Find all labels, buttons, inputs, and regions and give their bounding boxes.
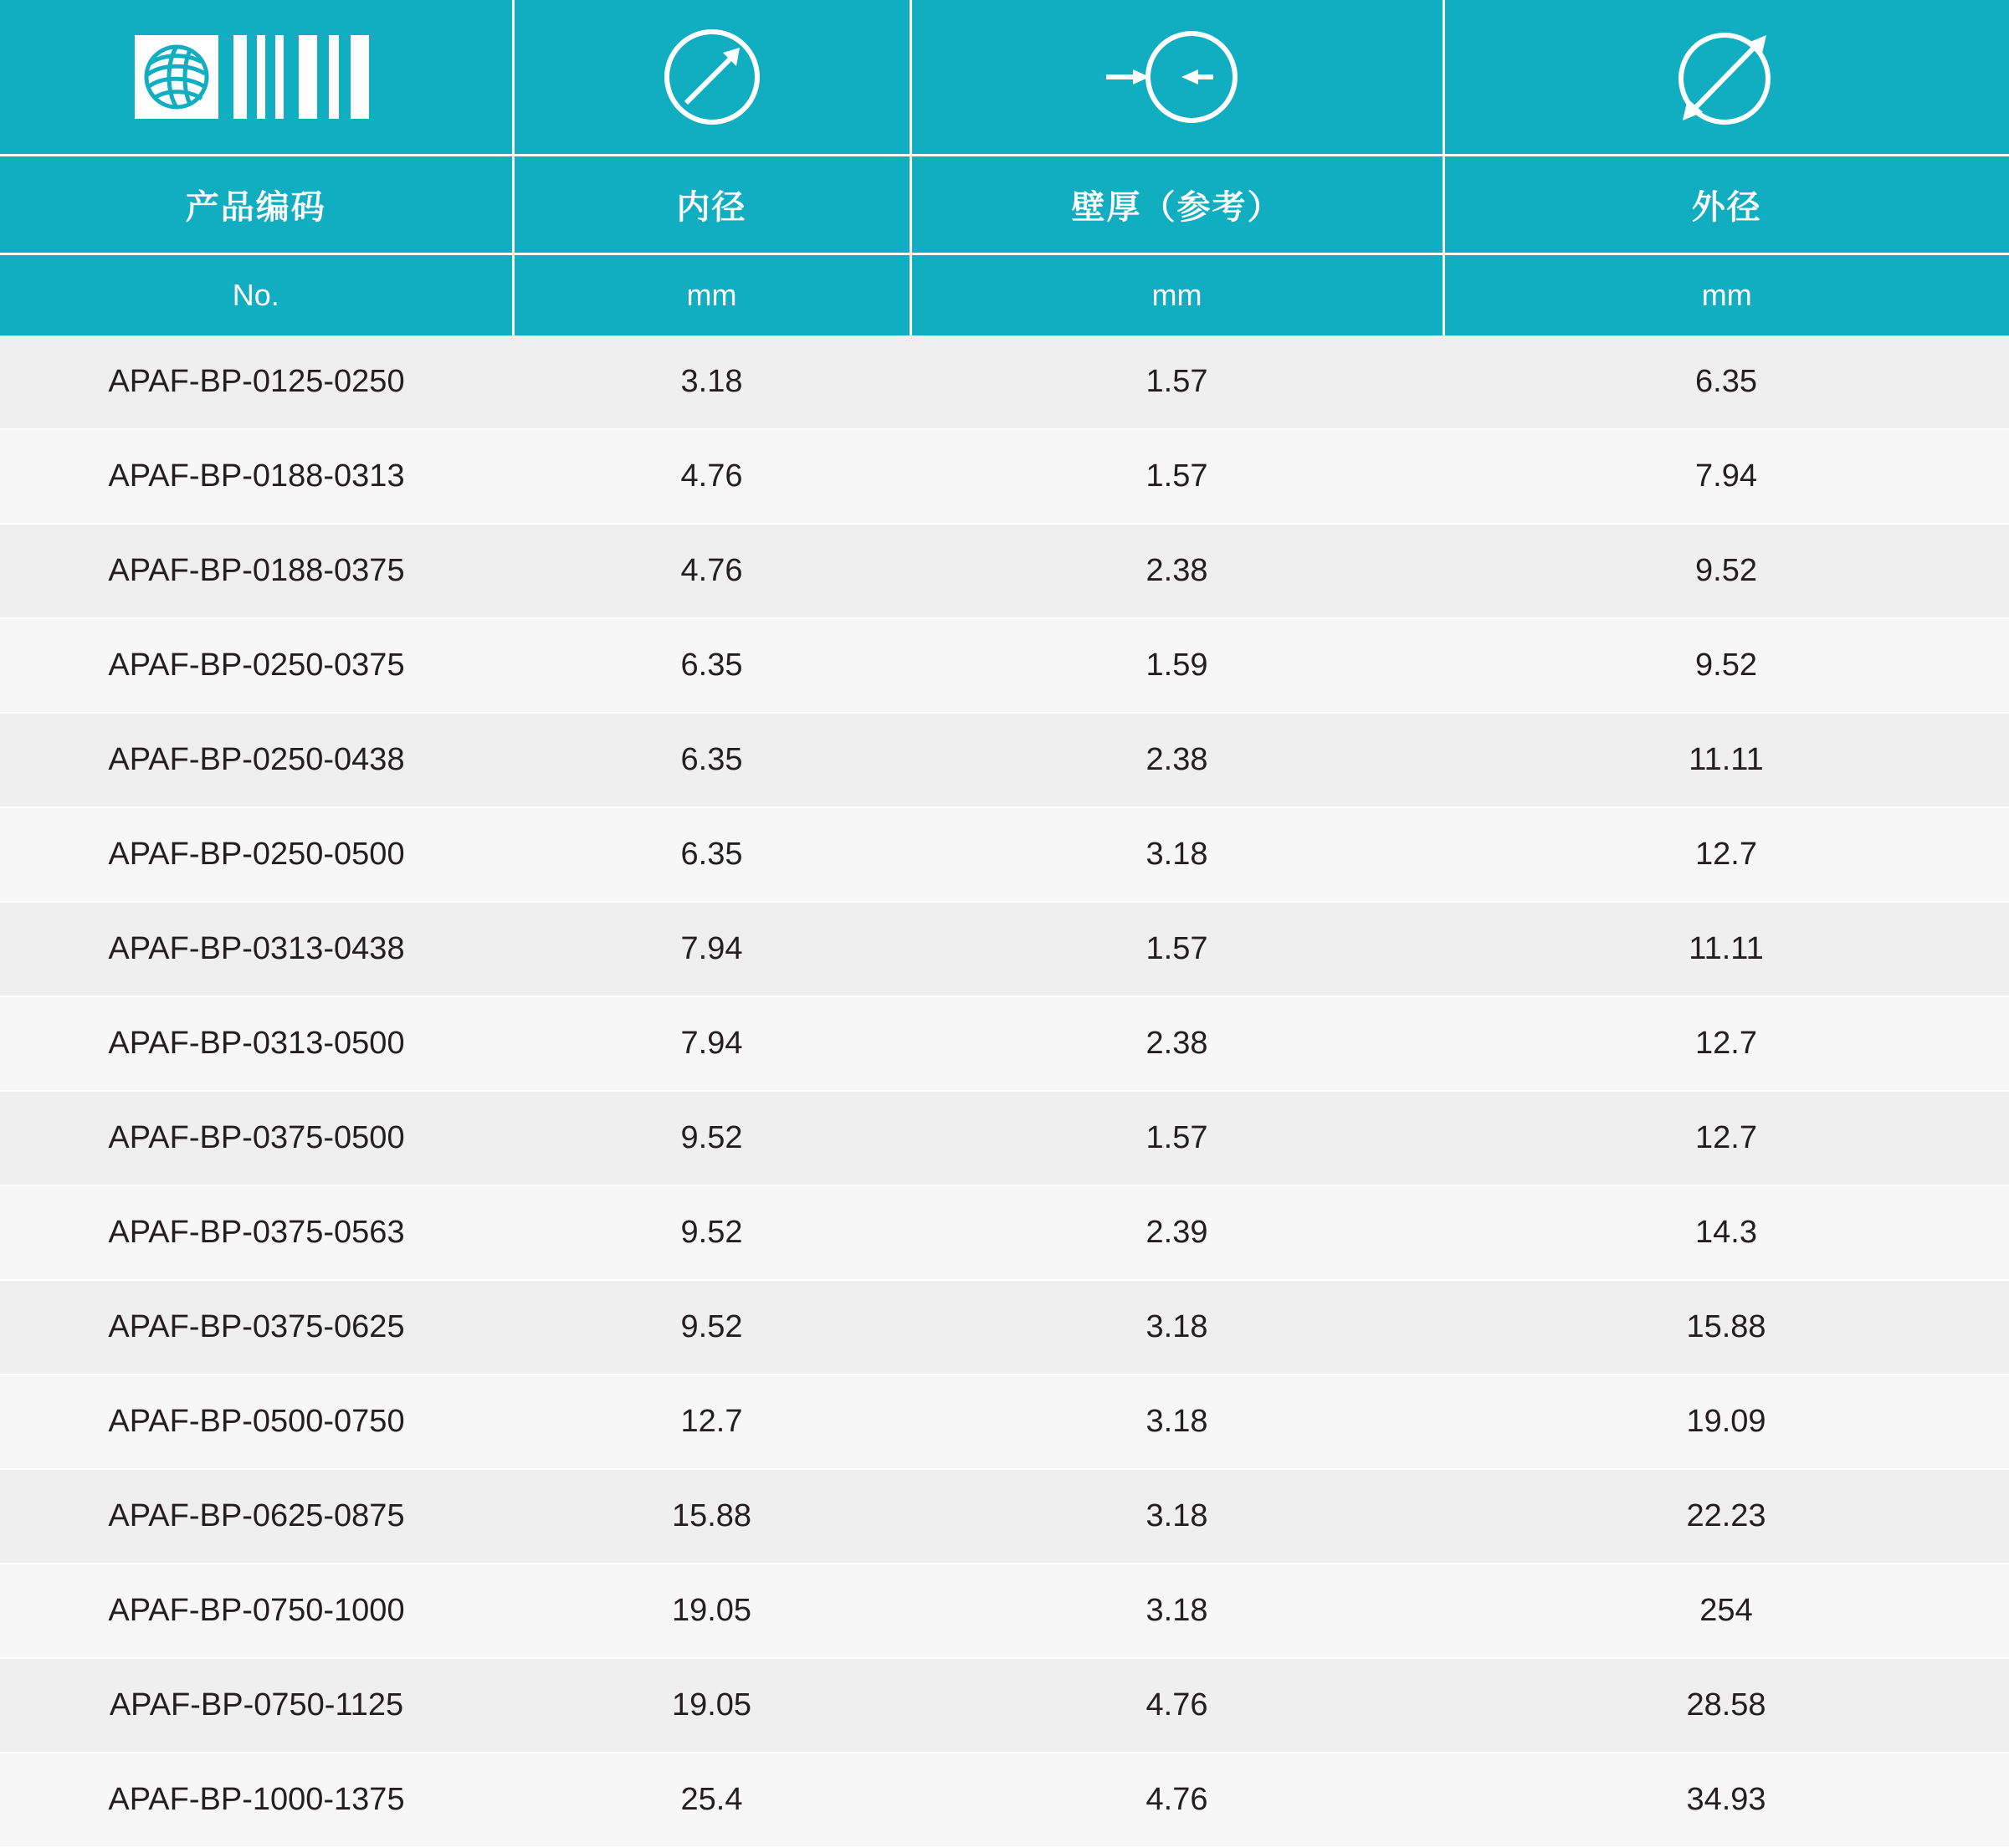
cell-wall-thickness: 1.57 bbox=[910, 335, 1443, 429]
cell-wall-thickness: 3.18 bbox=[910, 1469, 1443, 1564]
cell-outer-diameter: 28.58 bbox=[1443, 1658, 2009, 1753]
header-cell-wall-thickness-icon bbox=[910, 0, 1443, 156]
table-row bbox=[0, 807, 2009, 902]
table-icon-header-row bbox=[0, 0, 2009, 156]
cell-outer-diameter: 11.11 bbox=[1443, 713, 2009, 807]
wall-thickness-icon bbox=[912, 0, 1443, 154]
cell-outer-diameter: 34.93 bbox=[1443, 1753, 2009, 1847]
header-unit-wall-thickness: mm bbox=[910, 254, 1443, 336]
table-row bbox=[0, 1469, 2009, 1564]
cell-product-code: APAF-BP-0250-0500 bbox=[0, 807, 513, 902]
cell-product-code: APAF-BP-0250-0438 bbox=[0, 713, 513, 807]
cell-wall-thickness: 2.38 bbox=[910, 524, 1443, 618]
table-row bbox=[0, 1564, 2009, 1658]
cell-inner-diameter: 6.35 bbox=[513, 713, 910, 807]
table-row bbox=[0, 429, 2009, 524]
header-unit-outer-diameter: mm bbox=[1443, 254, 2009, 336]
cell-outer-diameter: 11.11 bbox=[1443, 902, 2009, 996]
cell-wall-thickness: 3.18 bbox=[910, 1280, 1443, 1374]
cell-product-code: APAF-BP-1000-1375 bbox=[0, 1753, 513, 1847]
cell-product-code: APAF-BP-0313-0438 bbox=[0, 902, 513, 996]
product-code-icon bbox=[0, 0, 512, 154]
table-body bbox=[0, 335, 2009, 1847]
cell-inner-diameter: 6.35 bbox=[513, 618, 910, 713]
cell-outer-diameter: 9.52 bbox=[1443, 618, 2009, 713]
header-cell-outer-diameter-icon bbox=[1443, 0, 2009, 156]
cell-product-code: APAF-BP-0750-1000 bbox=[0, 1564, 513, 1658]
table-unit-header-row bbox=[0, 254, 2009, 336]
cell-product-code: APAF-BP-0500-0750 bbox=[0, 1374, 513, 1469]
cell-wall-thickness: 1.59 bbox=[910, 618, 1443, 713]
outer-diameter-icon bbox=[1445, 0, 2009, 154]
table-row bbox=[0, 1658, 2009, 1753]
table-row bbox=[0, 1280, 2009, 1374]
cell-outer-diameter: 9.52 bbox=[1443, 524, 2009, 618]
cell-product-code: APAF-BP-0625-0875 bbox=[0, 1469, 513, 1564]
cell-inner-diameter: 4.76 bbox=[513, 429, 910, 524]
cell-inner-diameter: 12.7 bbox=[513, 1374, 910, 1469]
cell-wall-thickness: 4.76 bbox=[910, 1753, 1443, 1847]
cell-product-code: APAF-BP-0125-0250 bbox=[0, 335, 513, 429]
header-label-product-code: 产品编码 bbox=[0, 156, 513, 254]
table-row bbox=[0, 335, 2009, 429]
cell-outer-diameter: 254 bbox=[1443, 1564, 2009, 1658]
table-row bbox=[0, 1374, 2009, 1469]
table-row bbox=[0, 524, 2009, 618]
cell-inner-diameter: 7.94 bbox=[513, 902, 910, 996]
cell-wall-thickness: 3.18 bbox=[910, 1564, 1443, 1658]
cell-inner-diameter: 6.35 bbox=[513, 807, 910, 902]
table-row bbox=[0, 902, 2009, 996]
cell-outer-diameter: 14.3 bbox=[1443, 1185, 2009, 1280]
cell-inner-diameter: 19.05 bbox=[513, 1658, 910, 1753]
cell-inner-diameter: 19.05 bbox=[513, 1564, 910, 1658]
table-row bbox=[0, 1091, 2009, 1185]
header-cell-product-code-icon bbox=[0, 0, 513, 156]
cell-inner-diameter: 4.76 bbox=[513, 524, 910, 618]
cell-wall-thickness: 2.39 bbox=[910, 1185, 1443, 1280]
table-row bbox=[0, 1185, 2009, 1280]
cell-wall-thickness: 2.38 bbox=[910, 996, 1443, 1091]
cell-outer-diameter: 7.94 bbox=[1443, 429, 2009, 524]
cell-inner-diameter: 9.52 bbox=[513, 1185, 910, 1280]
inner-diameter-icon bbox=[515, 0, 910, 154]
header-unit-inner-diameter: mm bbox=[513, 254, 910, 336]
cell-product-code: APAF-BP-0188-0313 bbox=[0, 429, 513, 524]
header-label-inner-diameter: 内径 bbox=[513, 156, 910, 254]
cell-product-code: APAF-BP-0375-0563 bbox=[0, 1185, 513, 1280]
cell-wall-thickness: 3.18 bbox=[910, 1374, 1443, 1469]
table-row bbox=[0, 713, 2009, 807]
cell-outer-diameter: 12.7 bbox=[1443, 807, 2009, 902]
cell-wall-thickness: 1.57 bbox=[910, 429, 1443, 524]
header-label-outer-diameter: 外径 bbox=[1443, 156, 2009, 254]
cell-product-code: APAF-BP-0375-0500 bbox=[0, 1091, 513, 1185]
cell-inner-diameter: 15.88 bbox=[513, 1469, 910, 1564]
cell-inner-diameter: 7.94 bbox=[513, 996, 910, 1091]
cell-outer-diameter: 22.23 bbox=[1443, 1469, 2009, 1564]
cell-product-code: APAF-BP-0188-0375 bbox=[0, 524, 513, 618]
table-row bbox=[0, 996, 2009, 1091]
cell-inner-diameter: 25.4 bbox=[513, 1753, 910, 1847]
cell-product-code: APAF-BP-0250-0375 bbox=[0, 618, 513, 713]
cell-outer-diameter: 6.35 bbox=[1443, 335, 2009, 429]
header-unit-product-code: No. bbox=[0, 254, 513, 336]
cell-product-code: APAF-BP-0375-0625 bbox=[0, 1280, 513, 1374]
cell-wall-thickness: 1.57 bbox=[910, 902, 1443, 996]
cell-wall-thickness: 2.38 bbox=[910, 713, 1443, 807]
cell-outer-diameter: 19.09 bbox=[1443, 1374, 2009, 1469]
cell-inner-diameter: 3.18 bbox=[513, 335, 910, 429]
cell-product-code: APAF-BP-0313-0500 bbox=[0, 996, 513, 1091]
table-row bbox=[0, 618, 2009, 713]
cell-inner-diameter: 9.52 bbox=[513, 1280, 910, 1374]
cell-wall-thickness: 3.18 bbox=[910, 807, 1443, 902]
cell-wall-thickness: 4.76 bbox=[910, 1658, 1443, 1753]
cell-outer-diameter: 15.88 bbox=[1443, 1280, 2009, 1374]
header-cell-inner-diameter-icon bbox=[513, 0, 910, 156]
cell-inner-diameter: 9.52 bbox=[513, 1091, 910, 1185]
cell-outer-diameter: 12.7 bbox=[1443, 996, 2009, 1091]
header-label-wall-thickness: 壁厚（参考） bbox=[910, 156, 1443, 254]
table-row bbox=[0, 1753, 2009, 1847]
cell-wall-thickness: 1.57 bbox=[910, 1091, 1443, 1185]
cell-outer-diameter: 12.7 bbox=[1443, 1091, 2009, 1185]
cell-product-code: APAF-BP-0750-1125 bbox=[0, 1658, 513, 1753]
table-label-header-row bbox=[0, 156, 2009, 254]
